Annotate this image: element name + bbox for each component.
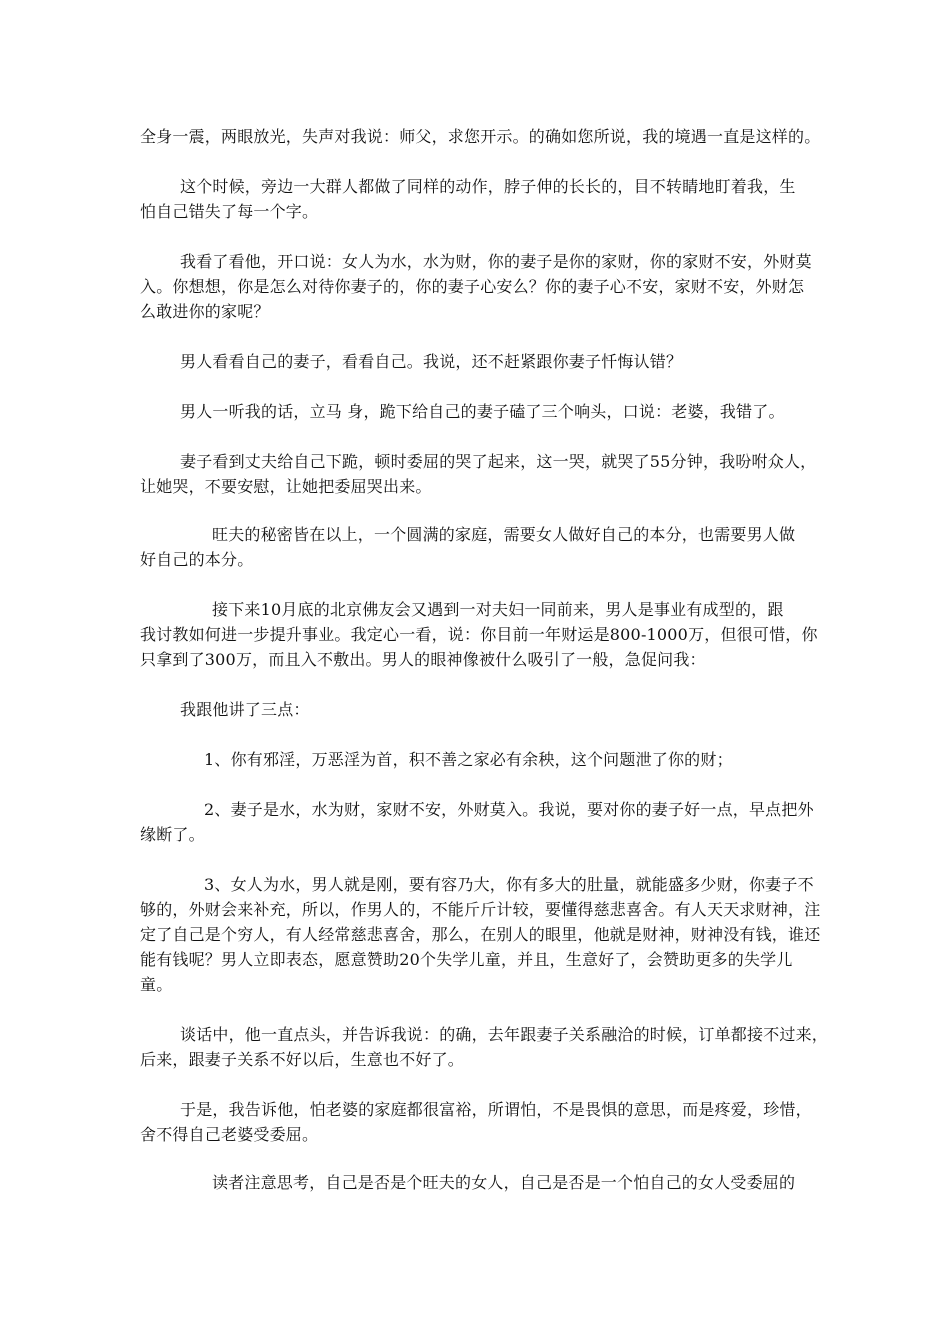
- paragraph-14: [140, 1097, 820, 1147]
- paragraph-10: [140, 747, 820, 772]
- paragraph-8: [140, 597, 820, 672]
- text-line: 全身一震，两眼放光，失声对我说：师父，求您开示。的确如您所说，我的境遇一直是这样的。: [140, 127, 821, 146]
- paragraph-13: [140, 1022, 829, 1072]
- text-line: 妻子看到丈夫给自己下跪，顿时委屈的哭了起来，这一哭，就哭了55分钟，我吩咐众人，: [180, 452, 817, 471]
- text-line: 童。: [140, 975, 173, 994]
- paragraph-5: [140, 399, 820, 424]
- text-line: 2、妻子是水，水为财，家财不安，外财莫入。我说，要对你的妻子好一点，早点把外: [204, 800, 814, 819]
- paragraph-6: [140, 449, 820, 499]
- paragraph-4: [140, 349, 820, 374]
- paragraph-15: [140, 1170, 820, 1195]
- text-line: 后来，跟妻子关系不好以后，生意也不好了。: [140, 1050, 465, 1069]
- text-line: 谈话中，他一直点头，并告诉我说：的确，去年跟妻子关系融洽的时候，订单都接不过来，: [180, 1025, 829, 1044]
- text-line: 够的，外财会来补充，所以，作男人的，不能斤斤计较，要懂得慈悲喜舍。有人天天求财神，注: [140, 900, 821, 919]
- text-line: 只拿到了300万，而且入不敷出。男人的眼神像被什么吸引了一般，急促问我：: [140, 650, 706, 669]
- text-line: 这个时候，旁边一大群人都做了同样的动作，脖子伸的长长的，目不转睛地盯着我，生: [180, 177, 796, 196]
- text-line: 好自己的本分。: [140, 550, 254, 569]
- text-line: 3、女人为水，男人就是刚，要有容乃大，你有多大的肚量，就能盛多少财，你妻子不: [204, 875, 814, 894]
- paragraph-1: [140, 124, 820, 149]
- text-line: 我看了看他，开口说：女人为水，水为财，你的妻子是你的家财，你的家财不安，外财莫: [180, 252, 812, 271]
- paragraph-12: [140, 872, 820, 997]
- text-line: 接下来10月底的北京佛友会又遇到一对夫妇一同前来，男人是事业有成型的，跟: [212, 600, 784, 619]
- text-line: 男人一听我的话，立马 身，跪下给自己的妻子磕了三个响头，口说：老婆，我错了。: [180, 402, 785, 421]
- text-line: 舍不得自己老婆受委屈。: [140, 1125, 319, 1144]
- paragraph-2: [140, 174, 820, 224]
- paragraph-9: [140, 697, 820, 722]
- paragraph-3: [140, 249, 820, 324]
- text-line: 于是，我告诉他，怕老婆的家庭都很富裕，所谓怕，不是畏惧的意思，而是疼爱，珍惜，: [180, 1100, 812, 1119]
- text-line: 入。你想想，你是怎么对待你妻子的，你的妻子心安么？你的妻子心不安，家财不安，外财怎: [140, 277, 805, 296]
- text-line: 旺夫的秘密皆在以上，一个圆满的家庭，需要女人做好自己的本分，也需要男人做: [212, 525, 796, 544]
- paragraph-7: [140, 522, 820, 572]
- text-line: 能有钱呢？男人立即表态，愿意赞助20个失学儿童，并且，生意好了，会赞助更多的失学儿: [140, 950, 793, 969]
- text-line: 我讨教如何进一步提升事业。我定心一看，说：你目前一年财运是800-1000万，但很可惜，你: [140, 625, 818, 644]
- text-line: 缘断了。: [140, 825, 205, 844]
- text-line: 男人看看自己的妻子，看看自己。我说，还不赶紧跟你妻子忏悔认错？: [180, 352, 683, 371]
- text-line: 我跟他讲了三点：: [180, 700, 310, 719]
- text-line: 么敢进你的家呢？: [140, 302, 270, 321]
- text-line: 定了自己是个穷人，有人经常慈悲喜舍，那么，在别人的眼里，他就是财神，财神没有钱，谁还: [140, 925, 821, 944]
- text-line: 让她哭，不要安慰，让她把委屈哭出来。: [140, 477, 432, 496]
- text-line: 1、你有邪淫，万恶淫为首，积不善之家必有余秧，这个问题泄了你的财；: [204, 750, 733, 769]
- text-line: 读者注意思考，自己是否是个旺夫的女人，自己是否是一个怕自己的女人受委屈的: [212, 1173, 796, 1192]
- text-line: 怕自己错失了每一个字。: [140, 202, 319, 221]
- paragraph-11: [140, 797, 820, 847]
